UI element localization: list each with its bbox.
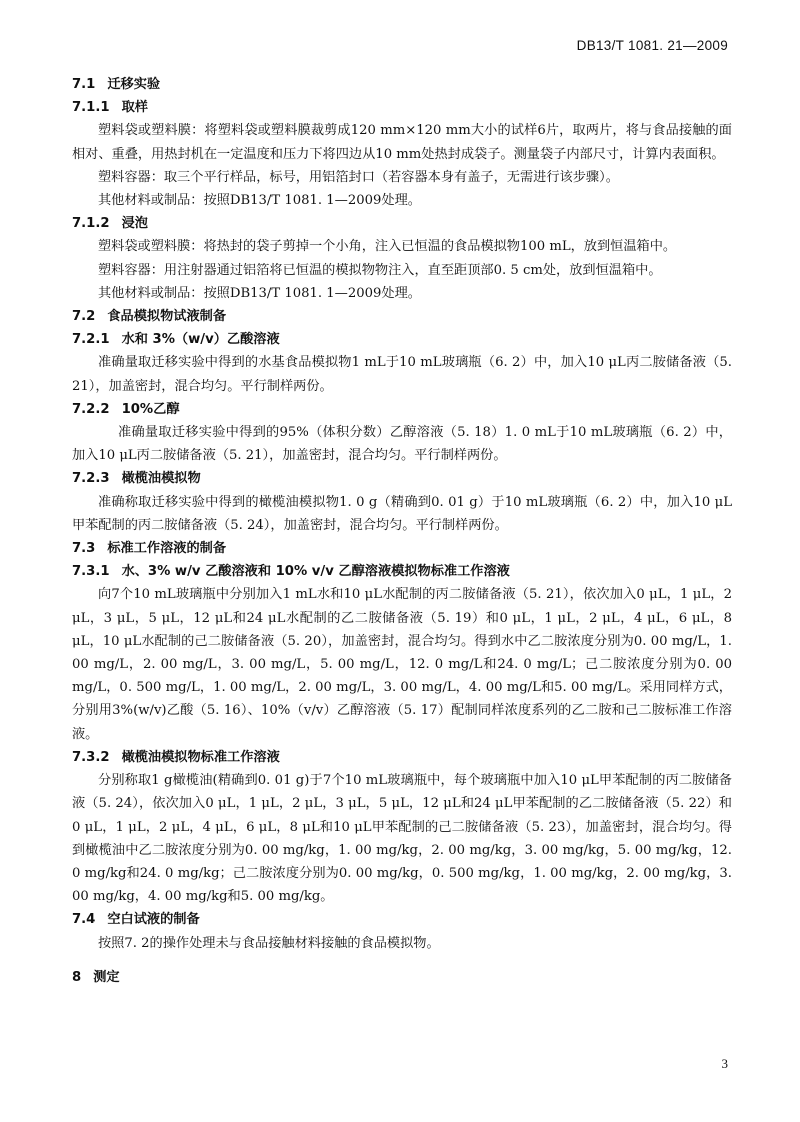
section-heading — [72, 746, 732, 769]
section-heading — [72, 73, 732, 96]
section-title: 取样 — [121, 100, 148, 116]
section-title: 浸泡 — [121, 216, 148, 232]
section-heading — [72, 305, 732, 328]
paragraph: 塑料容器：用注射器通过铝箔将已恒温的模拟物物注入，直至距顶部0. 5 cm处，放到恒温箱中。 — [98, 262, 662, 278]
paragraph: 准确量取迁移实验中得到的95%（体积分数）乙醇溶液（5. 18）1. 0 mL于10 mL玻璃瓶（6. 2）中，加入10 μL丙二胺储备液（5. 21），加盖密封，混合均匀。平行制样两份。 — [72, 425, 732, 464]
paragraph: 准确量取迁移实验中得到的水基食品模拟物1 mL于10 mL玻璃瓶（6. 2）中，加入10 μL丙二胺储备液（5. 21），加盖密封，混合均匀。平行制样两份。 — [72, 355, 732, 394]
section-title: 空白试液的制备 — [107, 912, 200, 928]
document-code-header: DB13/T 1081. 21—2009 — [576, 38, 728, 53]
section-title: 标准工作溶液的制备 — [107, 541, 227, 557]
section-number: 7.3.1 — [72, 564, 110, 580]
section-title: 水和 3%（w/v）乙酸溶液 — [121, 332, 280, 348]
section-title: 水、3% w/v 乙酸溶液和 10% v/v 乙醇溶液模拟物标准工作溶液 — [121, 564, 510, 580]
section-heading — [72, 398, 732, 421]
section-heading — [72, 560, 732, 583]
paragraph: 准确称取迁移实验中得到的橄榄油模拟物1. 0 g（精确到0. 01 g）于10 mL玻璃瓶（6. 2）中，加入10 μL甲苯配制的丙二胺储备液（5. 24），加盖密封，混合均匀。平行制样两份。 — [72, 494, 732, 533]
paragraph: 向7个10 mL玻璃瓶中分别加入1 mL水和10 μL水配制的丙二胺储备液（5. 21），依次加入0 μL，1 μL，2 μL，3 μL，5 μL，12 μL和24 μL水配制的乙二胺储备液（5. 19）和0 μL，1 μL，2 μL，4 μL，6 μL，8 μL，10 μL水配制的己二胺储备液（5. 20），加盖密封，混合均匀。得到水中乙二胺浓度分别为0. 00 mg/L，1. 00 mg/L，2. 00 mg/L，3. 00 mg/L，5. 00 mg/L，12. 0 mg/L和24. 0 mg/L；己二胺浓度分别为0. 00 mg/L，0. 500 mg/L，1. 00 mg/L，2. 00 mg/L，3. 00 mg/L，4. 00 mg/L和5. 00 mg/L。采用同样方式，分别用3%(w/v)乙酸（5. 16）、10%（v/v）乙醇溶液（5. 17）配制同样浓度系列的乙二胺和己二胺标准工作溶液。 — [72, 587, 732, 742]
section-number: 7.2.3 — [72, 471, 110, 487]
section-heading — [72, 212, 732, 235]
section-number: 7.3 — [72, 541, 96, 557]
paragraph: 塑料袋或塑料膜：将塑料袋或塑料膜裁剪成120 mm×120 mm大小的试样6片，取两片，将与食品接触的面相对、重叠，用热封机在一定温度和压力下将四边从10 mm处热封成袋子。测量袋子内部尺寸，计算内表面积。 — [72, 123, 732, 162]
section-number: 7.2 — [72, 309, 96, 325]
section-heading — [72, 96, 732, 119]
section-number: 7.1.1 — [72, 100, 110, 116]
section-heading — [72, 966, 732, 989]
paragraph: 按照7. 2的操作处理未与食品接触材料接触的食品模拟物。 — [98, 935, 440, 951]
section-title: 测定 — [93, 969, 120, 985]
section-number: 8 — [72, 969, 82, 985]
section-heading — [72, 537, 732, 560]
section-title: 橄榄油模拟物标准工作溶液 — [121, 749, 280, 765]
section-number: 7.4 — [72, 912, 96, 928]
section-gap — [72, 955, 732, 966]
section-title: 10%乙醇 — [121, 401, 180, 417]
section-number: 7.1.2 — [72, 216, 110, 232]
document-body — [72, 73, 732, 989]
section-title: 橄榄油模拟物 — [121, 471, 201, 487]
paragraph: 塑料容器：取三个平行样品，标号，用铝箔封口（若容器本身有盖子，无需进行该步骤）。 — [98, 169, 619, 185]
section-heading — [72, 467, 732, 490]
section-number: 7.2.1 — [72, 332, 110, 348]
section-number: 7.2.2 — [72, 401, 110, 417]
section-title: 迁移实验 — [107, 77, 161, 92]
section-heading — [72, 328, 732, 351]
paragraph: 分别称取1 g橄榄油(精确到0. 01 g)于7个10 mL玻璃瓶中，每个玻璃瓶中加入10 μL甲苯配制的丙二胺储备液（5. 24），依次加入0 μL，1 μL，2 μL，3 μL，5 μL，12 μL和24 μL甲苯配制的乙二胺储备液（5. 22）和0 μL，1 μL，2 μL，4 μL，6 μL，8 μL和10 μL甲苯配制的己二胺储备液（5. 23），加盖密封，混合均匀。得到橄榄油中乙二胺浓度分别为0. 00 mg/kg，1. 00 mg/kg，2. 00 mg/kg，3. 00 mg/kg，5. 00 mg/kg，12. 0 mg/kg和24. 0 mg/kg；己二胺浓度分别为0. 00 mg/kg，0. 500 mg/kg，1. 00 mg/kg，2. 00 mg/kg，3. 00 mg/kg，4. 00 mg/kg和5. 00 mg/kg。 — [72, 773, 732, 905]
section-number: 7.3.2 — [72, 749, 110, 765]
paragraph: 塑料袋或塑料膜：将热封的袋子剪掉一个小角，注入已恒温的食品模拟物100 mL，放到恒温箱中。 — [98, 239, 677, 255]
section-heading — [72, 908, 732, 931]
paragraph: 其他材料或制品：按照DB13/T 1081. 1—2009处理。 — [98, 193, 421, 209]
paragraph: 其他材料或制品：按照DB13/T 1081. 1—2009处理。 — [98, 285, 421, 301]
page-number: 3 — [721, 1056, 728, 1071]
section-title: 食品模拟物试液制备 — [107, 309, 227, 325]
section-number: 7.1 — [72, 77, 96, 92]
